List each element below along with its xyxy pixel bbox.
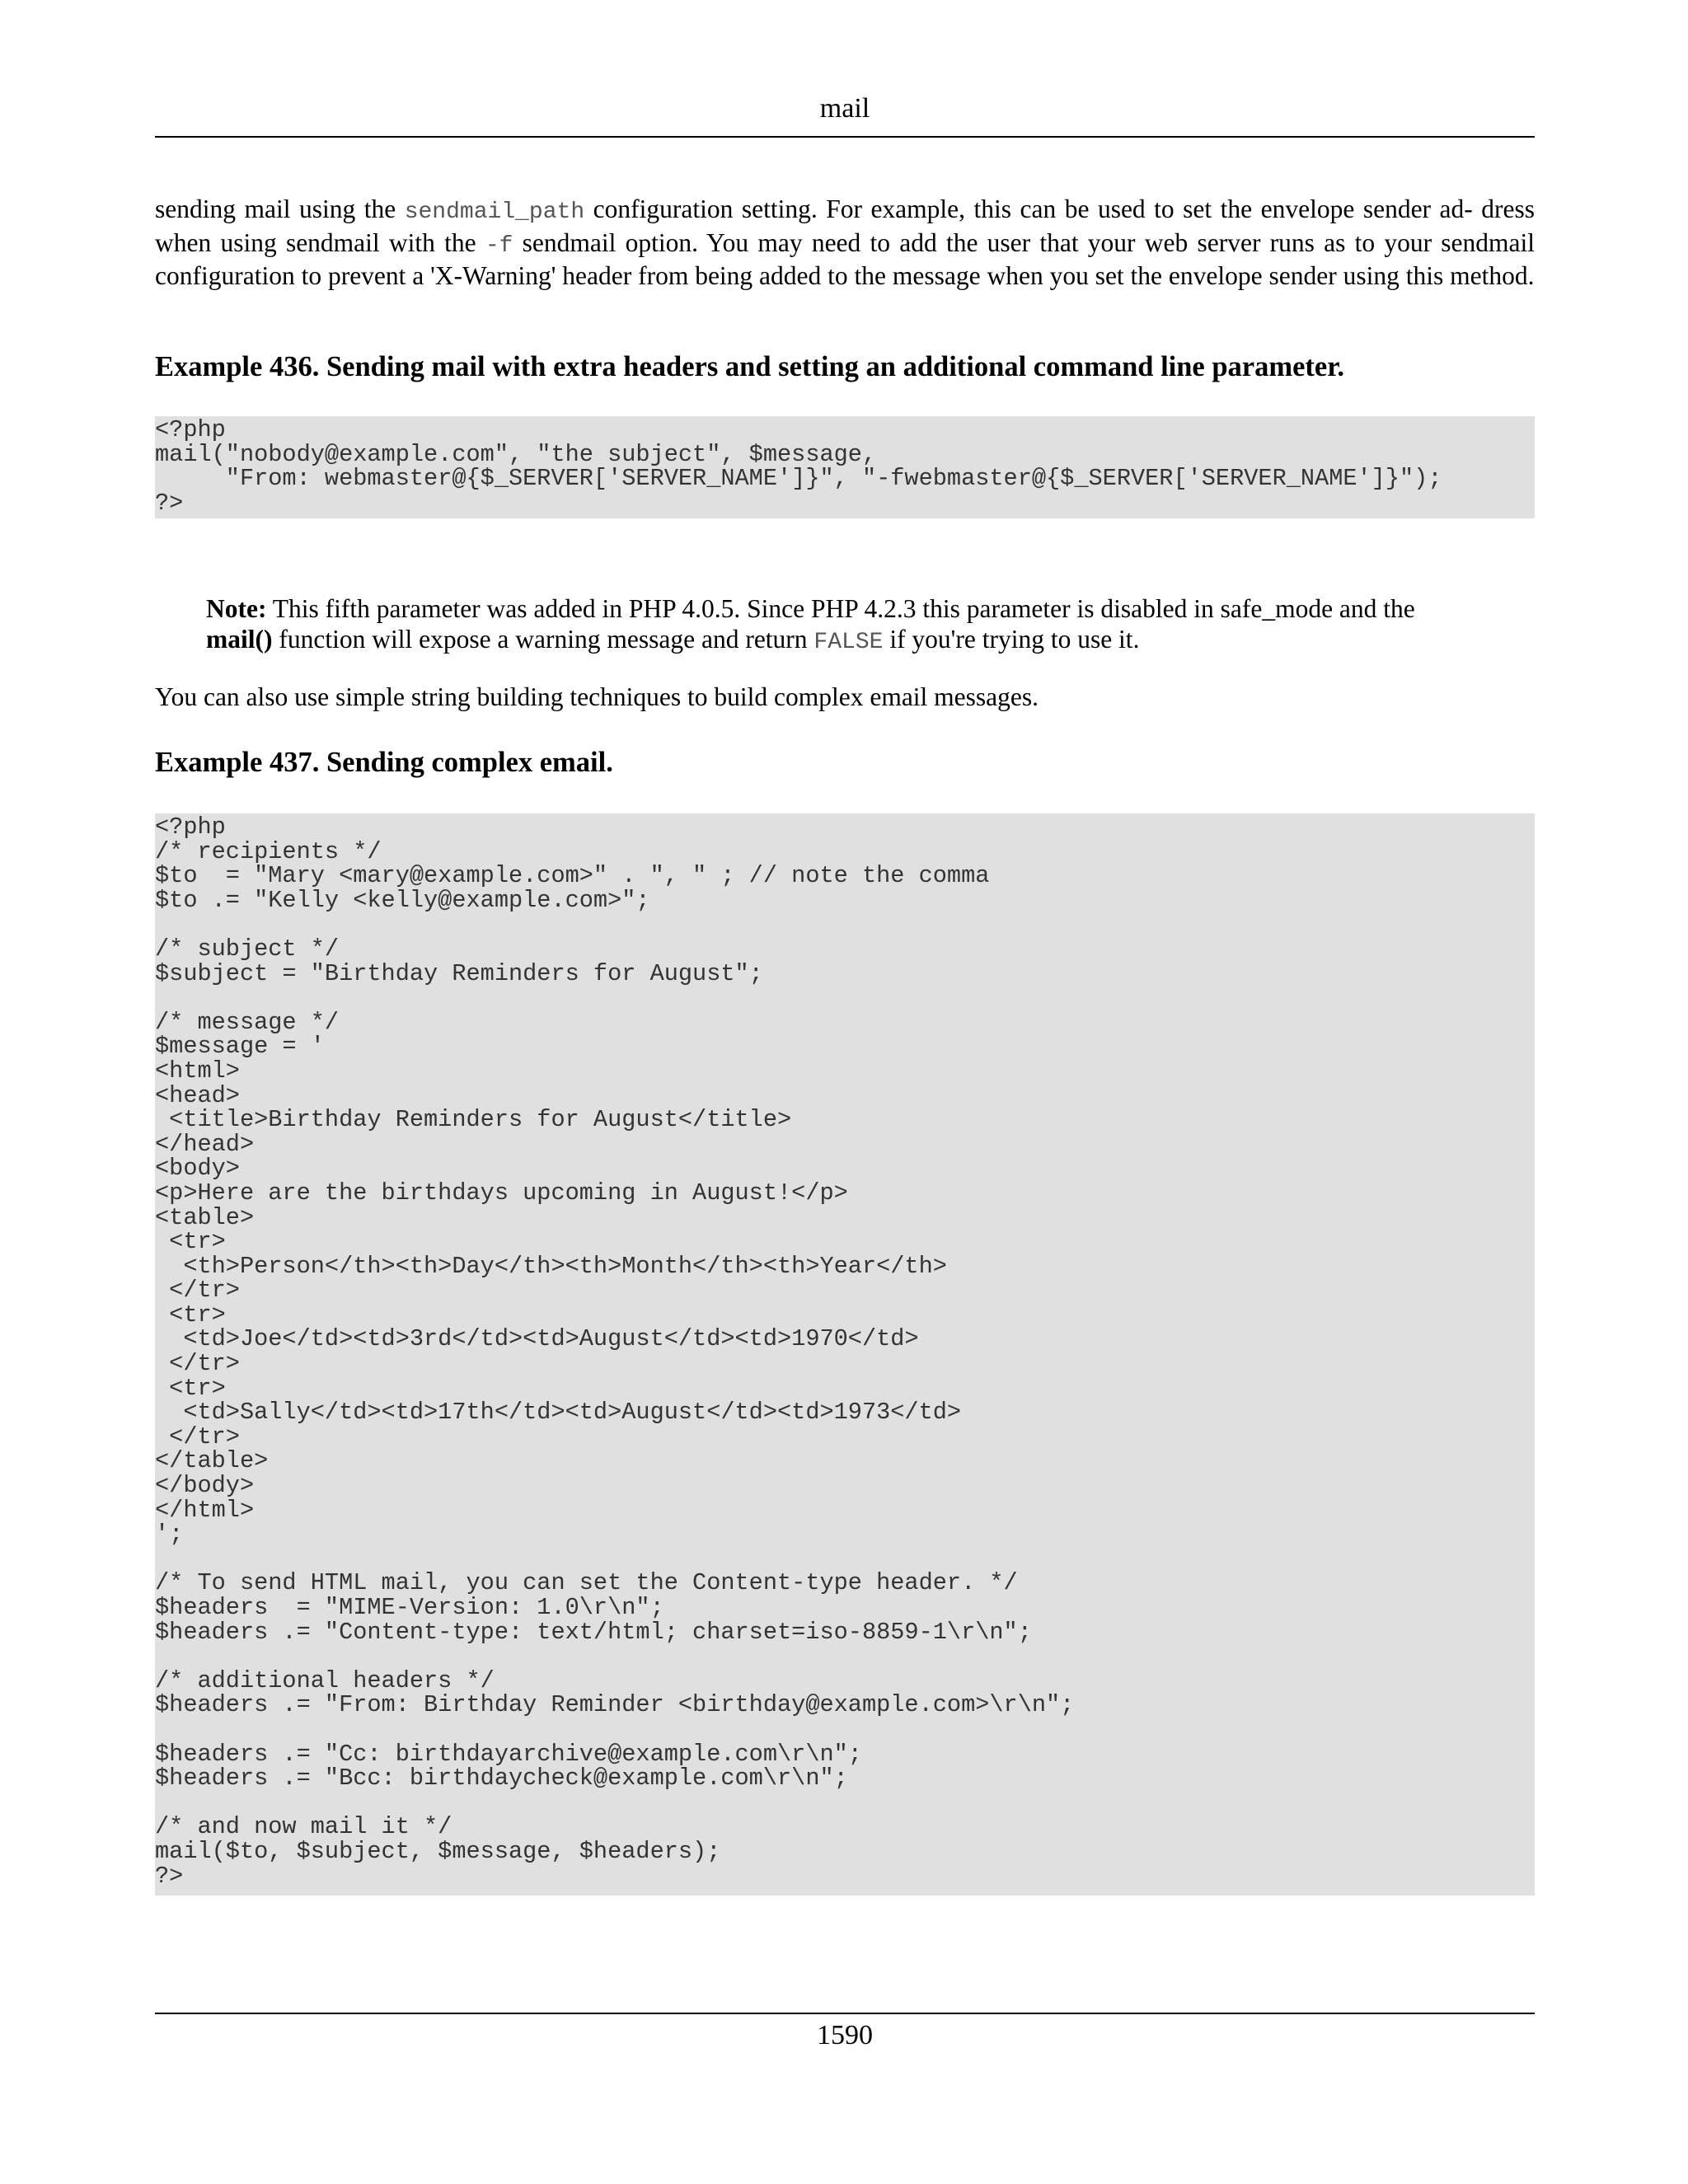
body-paragraph: You can also use simple string building techniques to build complex email messages.: [155, 682, 1039, 711]
example-436-title: Example 436. Sending mail with extra headers and setting an additional command line parameter.: [155, 351, 1344, 382]
note-paragraph: [206, 593, 1482, 658]
running-header: mail: [819, 93, 870, 124]
intro-text-3: sendmail option. You may need to add the user that your web server runs as to your sendmail configuration to prevent a 'X-Warning' header from being added to the message when you set the envelope sender using this method.: [155, 227, 1536, 290]
intro-text-2: configuration setting. For example, this can be used to set the envelope sender ad- dress when using sendmail with the: [155, 194, 1535, 257]
note-text-3: if you're trying to use it.: [883, 625, 1140, 654]
note-function-name: mail(): [206, 625, 273, 654]
example-436-code: <?php mail("nobody@example.com", "the subject", $message, "From: webmaster@{$_SERVER['SERVER_NAME']}", "-fwebmaster@{$_SERVER['SERVER_NAME']}"); ?>: [155, 416, 1535, 518]
example-437-title: Example 437. Sending complex email.: [155, 747, 613, 778]
intro-text-1: sending mail using the: [155, 194, 405, 223]
inline-code-f-option: -f: [485, 232, 513, 259]
intro-paragraph: [155, 194, 1535, 292]
document-page: [155, 0, 1535, 2184]
inline-code-sendmail-path: sendmail_path: [404, 199, 585, 225]
example-437-code: <?php /* recipients */ $to = "Mary <mary@example.com>" . ", " ; // note the comma $to .= "Kelly <kelly@example.com>"; /* subject */ $subject = "Birthday Reminders for August"; /* message */ $message = ' <html> <head> <title>Birthday Reminders for August</title> </head> <body> <p>Here are the birthdays upcoming in August!</p> <table> <tr> <th>Person</th><th>Day</th><th>Month</th><th>Year</th> </tr> <tr> <td>Joe</td><td>3rd</td><td>August</td><td>1970</td> </tr> <tr> <td>Sally</td><td>17th</td><td>August</td><td>1973</td> </tr> </table> </body> </html> '; /* To send HTML mail, you can set the Content-type header. */ $headers = "MIME-Version: 1.0\r\n"; $headers .= "Content-type: text/html; charset=iso-8859-1\r\n"; /* additional headers */ $headers .= "From: Birthday Reminder <birthday@example.com>\r\n"; $headers .= "Cc: birthdayarchive@example.com\r\n"; $headers .= "Bcc: birthdaycheck@example.com\r\n"; /* and now mail it */ mail($to, $subject, $message, $headers); ?>: [155, 813, 1535, 1896]
note-text-2: function will expose a warning message and return: [272, 625, 814, 654]
note-text-1: This fifth parameter was added in PHP 4.0.5. Since PHP 4.2.3 this parameter is disabled in safe_mode and the: [266, 594, 1415, 623]
inline-code-false: FALSE: [814, 630, 884, 655]
note-label: Note:: [206, 594, 267, 623]
footer-rule: [155, 2013, 1535, 2014]
page-number: 1590: [817, 2020, 873, 2050]
header-rule: [155, 136, 1535, 138]
